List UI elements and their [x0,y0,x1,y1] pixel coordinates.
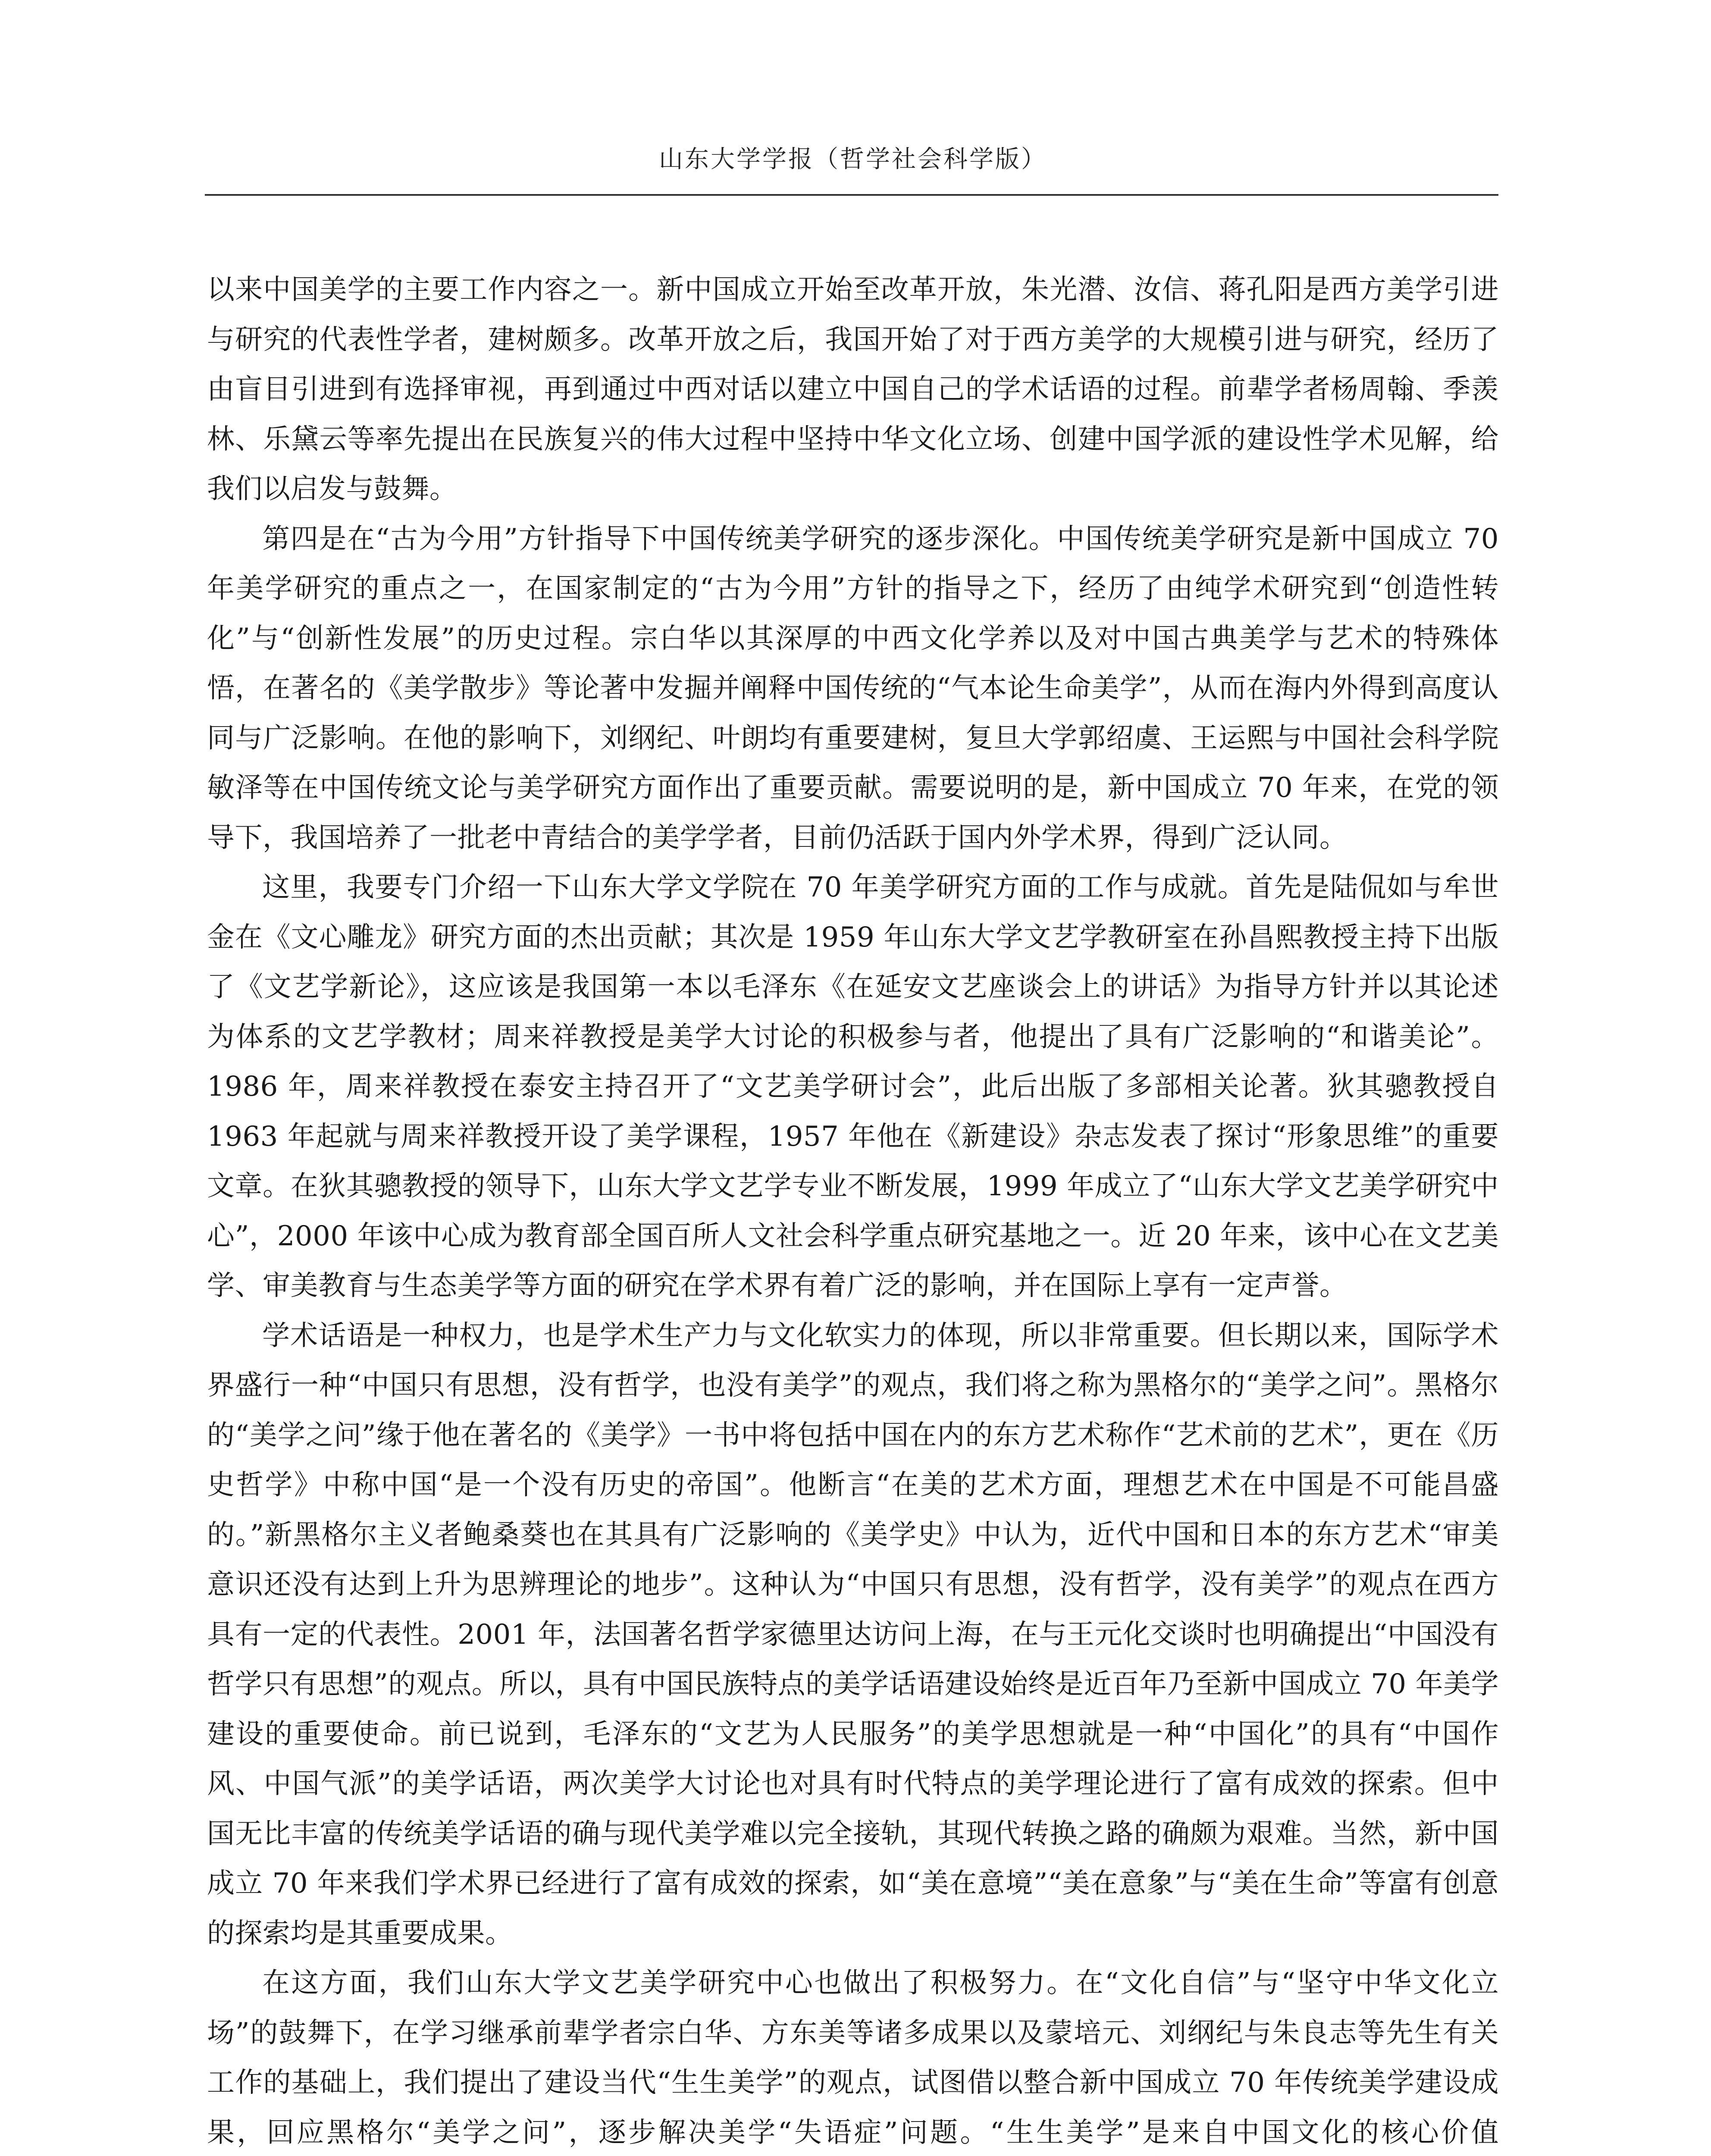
paragraph-5: 在这方面，我们山东大学文艺美学研究中心也做出了积极努力。在“文化自信”与“坚守中华文化立场”的鼓舞下，在学习继承前辈学者宗白华、方东美等诸多成果以及蒙培元、刘纲纪与朱良志等先生有关工作的基础上，我们提出了建设当代“生生美学”的观点，试图借以整合新中国成立 70 年传统美学建设成果，回应黑格尔“美学之问”，逐步解决美学“失语症”问题。“生生美学”是来自中国文化的核心价值 [207,1967,1499,2149]
article-body [207,265,1499,2156]
paragraph-4: 学术话语是一种权力，也是学术生产力与文化软实力的体现，所以非常重要。但长期以来，国际学术界盛行一种“中国只有思想，没有哲学，也没有美学”的观点，我们将之称为黑格尔的“美学之问”。黑格尔的“美学之问”缘于他在著名的《美学》一书中将包括中国在内的东方艺术称作“艺术前的艺术”，更在《历史哲学》中称中国“是一个没有历史的帝国”。他断言“在美的艺术方面，理想艺术在中国是不可能昌盛的。”新黑格尔主义者鲍桑葵也在其具有广泛影响的《美学史》中认为，近代中国和日本的东方艺术“审美意识还没有达到上升为思辨理论的地步”。这种认为“中国只有思想，没有哲学，没有美学”的观点在西方具有一定的代表性。2001 年，法国著名哲学家德里达访问上海，在与王元化交谈时也明确提出“中国没有哲学只有思想”的观点。所以，具有中国民族特点的美学话语建设始终是近百年乃至新中国成立 70 年美学建设的重要使命。前已说到，毛泽东的“文艺为人民服务”的美学思想就是一种“中国化”的具有“中国作风、中国气派”的美学话语，两次美学大讨论也对具有时代特点的美学理论进行了富有成效的探索。但中国无比丰富的传统美学话语的确与现代美学难以完全接轨，其现代转换之路的确颇为艰难。当然，新中国成立 70 年来我们学术界已经进行了富有成效的探索，如“美在意境”“美在意象”与“美在生命”等富有创意的探索均是其重要成果。 [207,1319,1499,1949]
paragraph-2: 第四是在“古为今用”方针指导下中国传统美学研究的逐步深化。中国传统美学研究是新中国成立 70 年美学研究的重点之一，在国家制定的“古为今用”方针的指导之下，经历了由纯学术研究到“创造性转化”与“创新性发展”的历史过程。宗白华以其深厚的中西文化学养以及对中国古典美学与艺术的特殊体悟，在著名的《美学散步》等论著中发掘并阐释中国传统的“气本论生命美学”，从而在海内外得到高度认同与广泛影响。在他的影响下，刘纲纪、叶朗均有重要建树，复旦大学郭绍虞、王运熙与中国社会科学院敏泽等在中国传统文论与美学研究方面作出了重要贡献。需要说明的是，新中国成立 70 年来，在党的领导下，我国培养了一批老中青结合的美学学者，目前仍活跃于国内外学术界，得到广泛认同。 [207,523,1499,854]
paragraph-3: 这里，我要专门介绍一下山东大学文学院在 70 年美学研究方面的工作与成就。首先是陆侃如与牟世金在《文心雕龙》研究方面的杰出贡献；其次是 1959 年山东大学文艺学教研室在孙昌熙教授主持下出版了《文艺学新论》，这应该是我国第一本以毛泽东《在延安文艺座谈会上的讲话》为指导方针并以其论述为体系的文艺学教材；周来祥教授是美学大讨论的积极参与者，他提出了具有广泛影响的“和谐美论”。1986 年，周来祥教授在泰安主持召开了“文艺美学研讨会”，此后出版了多部相关论著。狄其骢教授自 1963 年起就与周来祥教授开设了美学课程，1957 年他在《新建设》杂志发表了探讨“形象思维”的重要文章。在狄其骢教授的领导下，山东大学文艺学专业不断发展，1999 年成立了“山东大学文艺美学研究中心”，2000 年该中心成为教育部全国百所人文社会科学重点研究基地之一。近 20 年来，该中心在文艺美学、审美教育与生态美学等方面的研究在学术界有着广泛的影响，并在国际上享有一定声誉。 [207,871,1499,1302]
running-header: 山东大学学报（哲学社会科学版） [659,145,1047,173]
header-rule [205,194,1498,196]
paragraph-1: 以来中国美学的主要工作内容之一。新中国成立开始至改革开放，朱光潜、汝信、蒋孔阳是西方美学引进与研究的代表性学者，建树颇多。改革开放之后，我国开始了对于西方美学的大规模引进与研究，经历了由盲目引进到有选择审视，再到通过中西对话以建立中国自己的学术话语的过程。前辈学者杨周翰、季羡林、乐黛云等率先提出在民族复兴的伟大过程中坚持中华文化立场、创建中国学派的建设性学术见解，给我们以启发与鼓舞。 [207,274,1499,505]
